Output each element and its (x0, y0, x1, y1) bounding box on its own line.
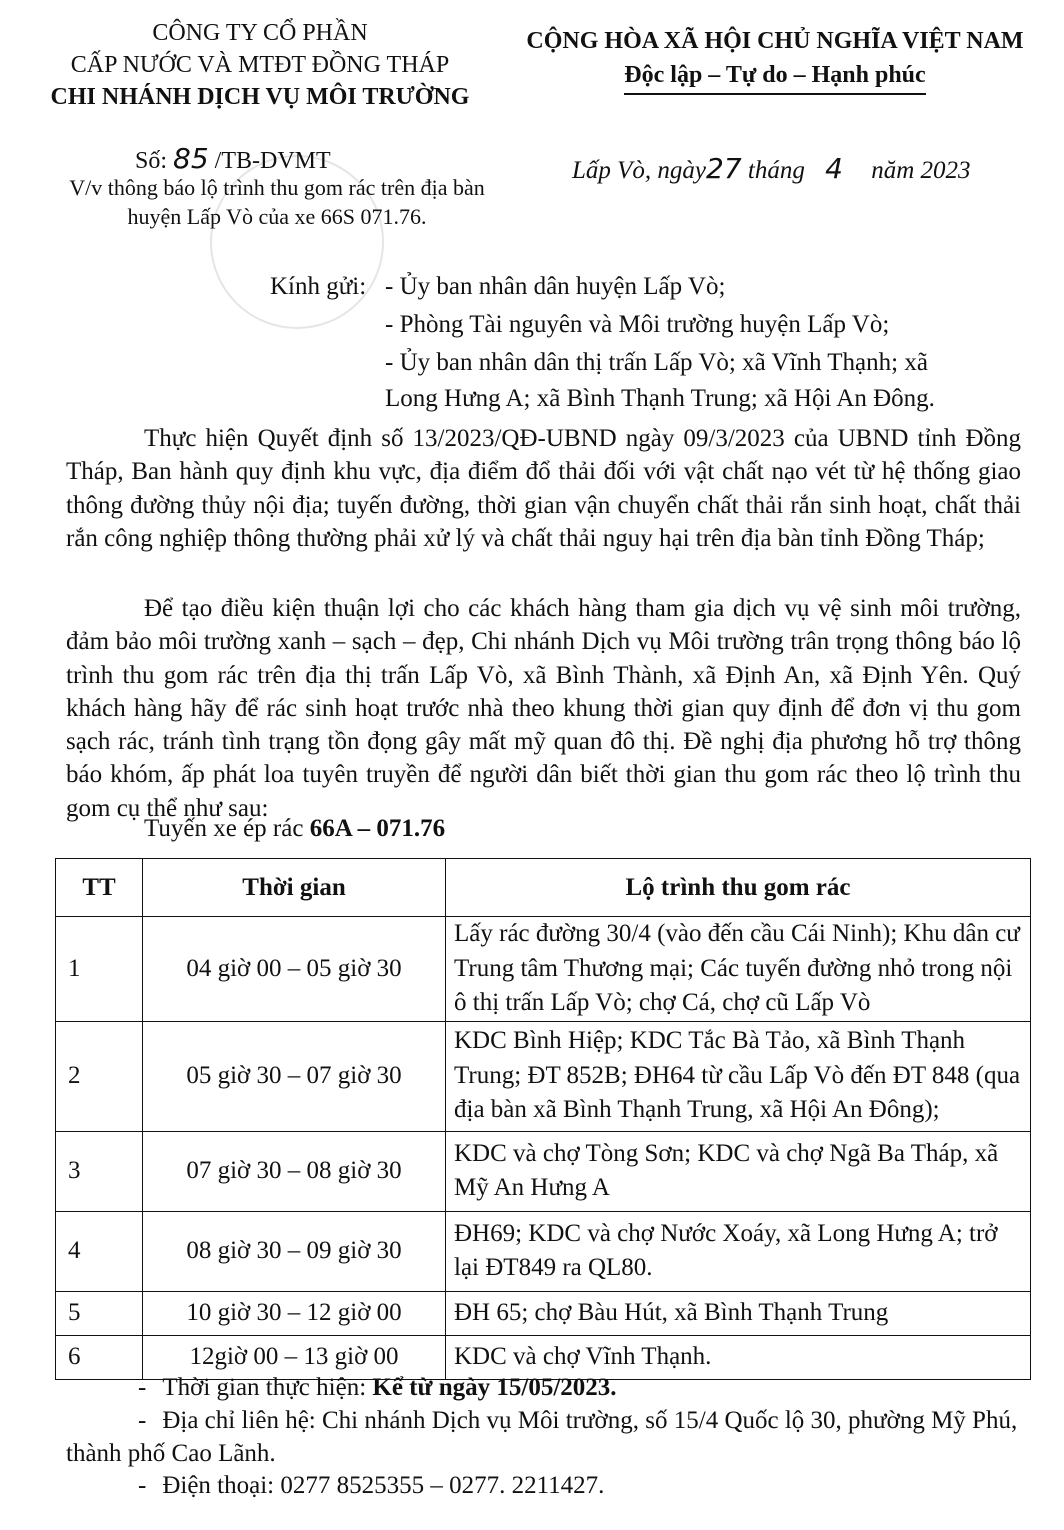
cell-time: 04 giờ 00 – 05 giờ 30 (143, 917, 446, 1022)
national-title: CỘNG HÒA XÃ HỘI CHỦ NGHĨA VIỆT NAM (526, 28, 1024, 54)
document-subject: V/v thông báo lộ trình thu gom rác trên địa bàn huyện Lấp Vò của xe 66S 071.76. (69, 175, 485, 230)
header-tt: TT (56, 859, 143, 917)
recipients-label: Kính gửi: (270, 273, 367, 300)
table-row (56, 917, 1031, 1022)
doc-number-handwritten: 85 (173, 142, 209, 175)
cell-route: ĐH 65; chợ Bàu Hút, xã Bình Thạnh Trung (446, 1291, 1031, 1335)
cell-tt: 5 (56, 1291, 143, 1335)
cell-time: 10 giờ 30 – 12 giờ 00 (143, 1291, 446, 1335)
footer-phone (66, 1470, 1021, 1503)
paragraph-text: Thực hiện Quyết định số 13/2023/QĐ-UBND ngày 09/3/2023 của UBND tỉnh Đồng Tháp, Ban hành quy định khu vực, địa điểm đổ thải đối với vật chất nạo vét từ hệ thống giao thông đường thủy nội địa; tuyến đường, thời gian vận chuyển chất thải rắn sinh hoạt, chất thải rắn công nghiệp thông thường phải xử lý và chất thải nguy hại trên địa bàn tỉnh Đồng Tháp; (66, 425, 1021, 552)
cell-tt: 2 (56, 1021, 143, 1131)
table-row (56, 1021, 1031, 1131)
cell-time: 12giờ 00 – 13 giờ 00 (143, 1335, 446, 1379)
issuer-company-line2: CẤP NƯỚC VÀ MTĐT ĐỒNG THÁP (70, 51, 450, 78)
header-time: Thời gian (143, 859, 446, 917)
table-row (56, 1131, 1031, 1211)
paragraph-announcement (66, 592, 1021, 825)
schedule-table (55, 858, 1031, 1380)
document-date (572, 150, 971, 188)
cell-tt: 3 (56, 1131, 143, 1211)
recipient-item: Long Hưng A; xã Bình Thạnh Trung; xã Hội An Đông. (385, 385, 935, 412)
cell-route: ĐH69; KDC và chợ Nước Xoáy, xã Long Hưng A; trở lại ĐT849 ra QL80. (446, 1211, 1031, 1291)
address-text: Địa chỉ liên hệ: Chi nhánh Dịch vụ Môi trường, số 15/4 Quốc lộ 30, phường Mỹ Phú, thành phố Cao Lãnh. (66, 1407, 1018, 1467)
paragraph-legal-basis (66, 422, 1021, 555)
footer-line (66, 1470, 1021, 1503)
cell-route: Lấy rác đường 30/4 (vào đến cầu Cái Ninh); Khu dân cư Trung tâm Thương mại; Các tuyến đường nhỏ trong nội ô thị trấn Lấp Vò; chợ Cá, chợ cũ Lấp Vò (446, 917, 1031, 1022)
cell-time: 07 giờ 30 – 08 giờ 30 (143, 1131, 446, 1211)
issuer-company: CÔNG TY CỔ PHẦN (152, 20, 368, 46)
bullet-dash: - (138, 1374, 147, 1401)
route-plate: 66A – 071.76 (309, 815, 446, 842)
footer-address (66, 1405, 1021, 1470)
date-month-handwritten: 4 (825, 152, 843, 185)
issuer-header (20, 18, 500, 114)
recipient-item: - Ủy ban nhân dân thị trấn Lấp Vò; xã Vĩnh Thạnh; xã (385, 349, 928, 376)
paragraph-text: Để tạo điều kiện thuận lợi cho các khách hàng tham gia dịch vụ vệ sinh môi trường, đảm bảo môi trường xanh – sạch – đẹp, Chi nhánh Dịch vụ Môi trường trân trọng thông báo lộ trình thu gom rác trên địa thị trấn Lấp Vò, xã Bình Thành, xã Định An, xã Định Yên. Quý khách hàng hãy để rác sinh hoạt trước nhà theo khung thời gian quy định để đơn vị thu gom sạch rác, tránh tình trạng tồn đọng gây mất mỹ quan đô thị. Đề nghị địa phương hỗ trợ thông báo khóm, ấp phát loa tuyên truyền để người dân biết thời gian thu gom rác theo lộ trình thu gom cụ thể như sau: (66, 595, 1021, 822)
date-day-handwritten: 27 (706, 152, 742, 185)
cell-tt: 1 (56, 917, 143, 1022)
footer-line (66, 1405, 1021, 1470)
date-month-label: tháng (747, 157, 805, 184)
cell-tt: 4 (56, 1211, 143, 1291)
footer-line (66, 1372, 1021, 1405)
recipient-item: - Phòng Tài nguyên và Môi trường huyện Lấp Vò; (385, 311, 890, 338)
cell-tt: 6 (56, 1335, 143, 1379)
implementation-label: Thời gian thực hiện: (162, 1374, 367, 1401)
doc-number-prefix: Số: (135, 148, 168, 174)
bullet-dash: - (138, 1407, 147, 1434)
cell-route: KDC và chợ Tòng Sơn; KDC và chợ Ngã Ba Tháp, xã Mỹ An Hưng A (446, 1131, 1031, 1211)
phone-text: Điện thoại: 0277 8525355 – 0277. 2211427. (162, 1472, 605, 1499)
route-label: Tuyến xe ép rác (144, 815, 304, 842)
issuer-branch: CHI NHÁNH DỊCH VỤ MÔI TRƯỜNG (50, 83, 470, 110)
table-row (56, 1211, 1031, 1291)
footer-implementation (66, 1372, 1021, 1405)
national-header (505, 26, 1045, 95)
national-motto: Độc lập – Tự do – Hạnh phúc (624, 60, 925, 95)
cell-time: 05 giờ 30 – 07 giờ 30 (143, 1021, 446, 1131)
route-line (144, 812, 445, 846)
date-year: năm 2023 (871, 157, 971, 184)
doc-number-suffix: /TB-DVMT (214, 148, 331, 174)
implementation-value: Kể từ ngày 15/05/2023. (372, 1374, 617, 1401)
table-header-row (56, 859, 1031, 917)
table-row (56, 1291, 1031, 1335)
cell-route: KDC Bình Hiệp; KDC Tắc Bà Tảo, xã Bình Thạnh Trung; ĐT 852B; ĐH64 từ cầu Lấp Vò đến ĐT 848 (qua địa bàn xã Bình Thạnh Trung, xã Hội An Đông); (446, 1021, 1031, 1131)
cell-route: KDC và chợ Vĩnh Thạnh. (446, 1335, 1031, 1379)
bullet-dash: - (138, 1472, 147, 1499)
header-route: Lộ trình thu gom rác (446, 859, 1031, 917)
cell-time: 08 giờ 30 – 09 giờ 30 (143, 1211, 446, 1291)
date-place: Lấp Vò, ngày (572, 157, 707, 184)
recipient-item: - Ủy ban nhân dân huyện Lấp Vò; (385, 273, 726, 300)
